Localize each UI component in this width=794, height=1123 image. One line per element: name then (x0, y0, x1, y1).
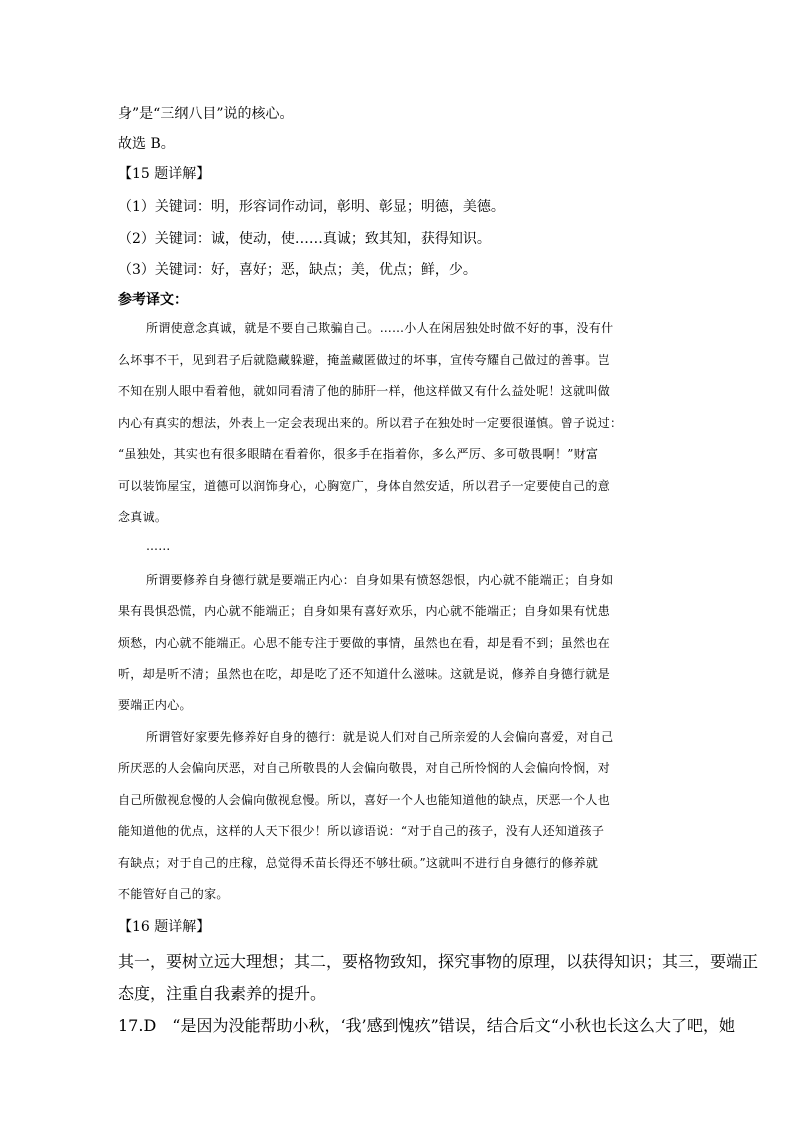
text-line: 参考译文： (118, 292, 188, 308)
text-line: （2）关键词：诚，使动，使……真诚；致其知，获得知识。 (118, 231, 491, 247)
text-line: “虽独处，其实也有很多眼睛在看着你，很多手在指着你，多么严厉、多可敬畏啊！”财富 (118, 447, 599, 461)
text-line: 有缺点；对于自己的庄稼，总觉得禾苗长得还不够壮硕。”这就叫不进行自身德行的修养就 (118, 856, 599, 870)
text-line: 么坏事不干，见到君子后就隐藏躲避，掩盖藏匿做过的坏事，宣传夸耀自己做过的善事。岂 (118, 353, 611, 367)
text-line: 身”是“三纲八目”说的核心。 (118, 106, 294, 122)
text-line: 要端正内心。 (118, 698, 192, 712)
text-line: 能知道他的优点，这样的人天下很少！所以谚语说：“对于自己的孩子，没有人还知道孩子 (118, 824, 605, 838)
text-line: …… (146, 539, 171, 553)
text-line: 故选 B。 (118, 136, 175, 152)
text-line: 内心有真实的想法，外表上一定会表现出来的。所以君子在独处时一定要很谨慎。曾子说过： (118, 416, 623, 430)
text-line: 所谓要修养自身德行就是要端正内心：自身如果有愤怒怨恨，内心就不能端正；自身如 (146, 573, 614, 587)
text-line: 所谓使意念真诚，就是不要自己欺骗自己。……小人在闲居独处时做不好的事，没有什 (146, 321, 614, 335)
text-line: 不能管好自己的家。 (118, 887, 229, 901)
text-line: 听，却是听不清；虽然也在吃，却是吃了还不知道什么滋味。这就是说，修养自身德行就是 (118, 667, 611, 681)
text-line: 所厌恶的人会偏向厌恶，对自己所敬畏的人会偏向敬畏，对自己所怜悯的人会偏向怜悯，对 (118, 761, 611, 775)
text-line: 17.D “是因为没能帮助小秋，‘我’感到愧疚”错误，结合后文“小秋也长这么大了吧，她 (118, 1016, 735, 1035)
text-line: （3）关键词：好，喜好；恶，缺点；美，优点；鲜，少。 (118, 262, 477, 278)
text-line: 可以装饰屋宝，道德可以润饰身心，心胸宽广，身体自然安适，所以君子一定要使自己的意 (118, 479, 611, 493)
text-line: 所谓管好家要先修养好自身的德行：就是说人们对自己所亲爱的人会偏向喜爱，对自己 (146, 730, 614, 744)
text-line: 自己所傲视怠慢的人会偏向傲视怠慢。所以，喜好一个人也能知道他的缺点，厌恶一个人也 (118, 793, 611, 807)
text-line: 果有畏惧恐慌，内心就不能端正；自身如果有喜好欢乐，内心就不能端正；自身如果有忧患 (118, 604, 611, 618)
text-line: 不知在别人眼中看着他，就如同看清了他的肺肝一样，他这样做又有什么益处呢！这就叫做 (118, 384, 611, 398)
text-line: 烦愁，内心就不能端正。心思不能专注于要做的事情，虽然也在看，却是看不到；虽然也在 (118, 636, 611, 650)
text-line: 【16 题详解】 (118, 919, 211, 935)
text-line: 其一，要树立远大理想；其二，要格物致知，探究事物的原理，以获得知识；其三，要端正 (118, 952, 759, 971)
text-line: （1）关键词：明，形容词作动词，彰明、彰显；明德，美德。 (118, 199, 505, 215)
text-line: 态度，注重自我素养的提升。 (118, 984, 327, 1003)
text-line: 念真诚。 (118, 510, 168, 524)
text-line: 【15 题详解】 (118, 166, 211, 182)
